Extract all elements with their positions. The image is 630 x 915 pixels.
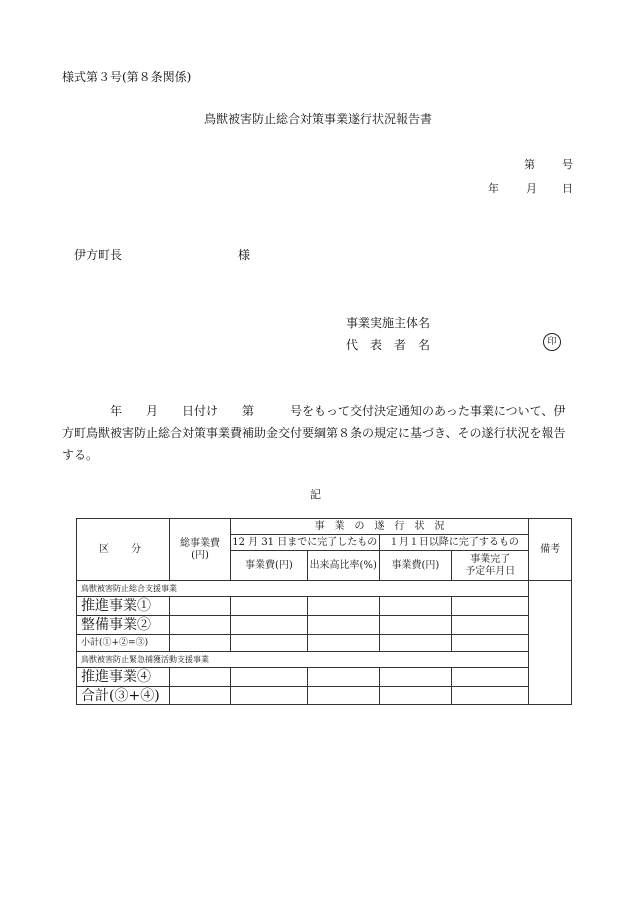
row-label-subtotal: 小計(①+②=③) [77, 635, 170, 652]
header-status: 事 業 の 遂 行 状 況 [230, 519, 528, 535]
row-label-total: 合計(③+④) [77, 687, 170, 705]
header-after: １月１日以降に完了するもの [379, 535, 529, 551]
doc-number-dai: 第 [524, 158, 535, 171]
header-cost: 事業費(円) [230, 551, 307, 581]
header-cost-2: 事業費(円) [379, 551, 452, 581]
representative-label: 代 表 者 名 [346, 338, 431, 352]
row-label-suishin-4: 推進事業④ [77, 668, 170, 687]
date-year: 年 [488, 182, 499, 195]
header-progress: 出来高比率(%) [307, 551, 379, 581]
addressee-honorific: 様 [238, 248, 251, 262]
row-label-suishin-1: 推進事業① [77, 597, 170, 616]
header-planned-date: 事業完了 予定年月日 [452, 551, 529, 581]
date-day: 日 [562, 182, 573, 195]
header-kubun: 区 分 [77, 519, 170, 581]
header-remarks: 備考 [529, 519, 572, 581]
remarks-cell [529, 581, 572, 705]
entity-name-label: 事業実施主体名 [346, 316, 431, 330]
status-table [76, 518, 572, 705]
section-label-2: 鳥獣被害防止緊急捕獲活動支援事業 [77, 652, 529, 668]
page-title: 鳥獣被害防止総合対策事業遂行状況報告書 [204, 112, 433, 126]
header-completed-by: 12 月 31 日までに完了したもの [230, 535, 379, 551]
form-number: 様式第３号(第８条関係) [62, 70, 192, 84]
body-paragraph: 年 月 日付け 第 号をもって交付決定通知のあった事業について、伊方町鳥獣被害防止総合対策事業費補助金交付要綱第８条の規定に基づき、その遂行状況を報告する。 [62, 404, 566, 462]
section-label-1: 鳥獣被害防止総合支援事業 [77, 581, 529, 597]
seal-mark: 印 [543, 333, 561, 351]
ki-heading: 記 [310, 488, 321, 501]
row-label-seibi-2: 整備事業② [77, 616, 170, 635]
date-month: 月 [526, 182, 537, 195]
addressee-name: 伊方町長 [74, 248, 123, 262]
doc-number-go: 号 [562, 158, 573, 171]
header-total-cost: 総事業費 (円) [170, 519, 231, 581]
